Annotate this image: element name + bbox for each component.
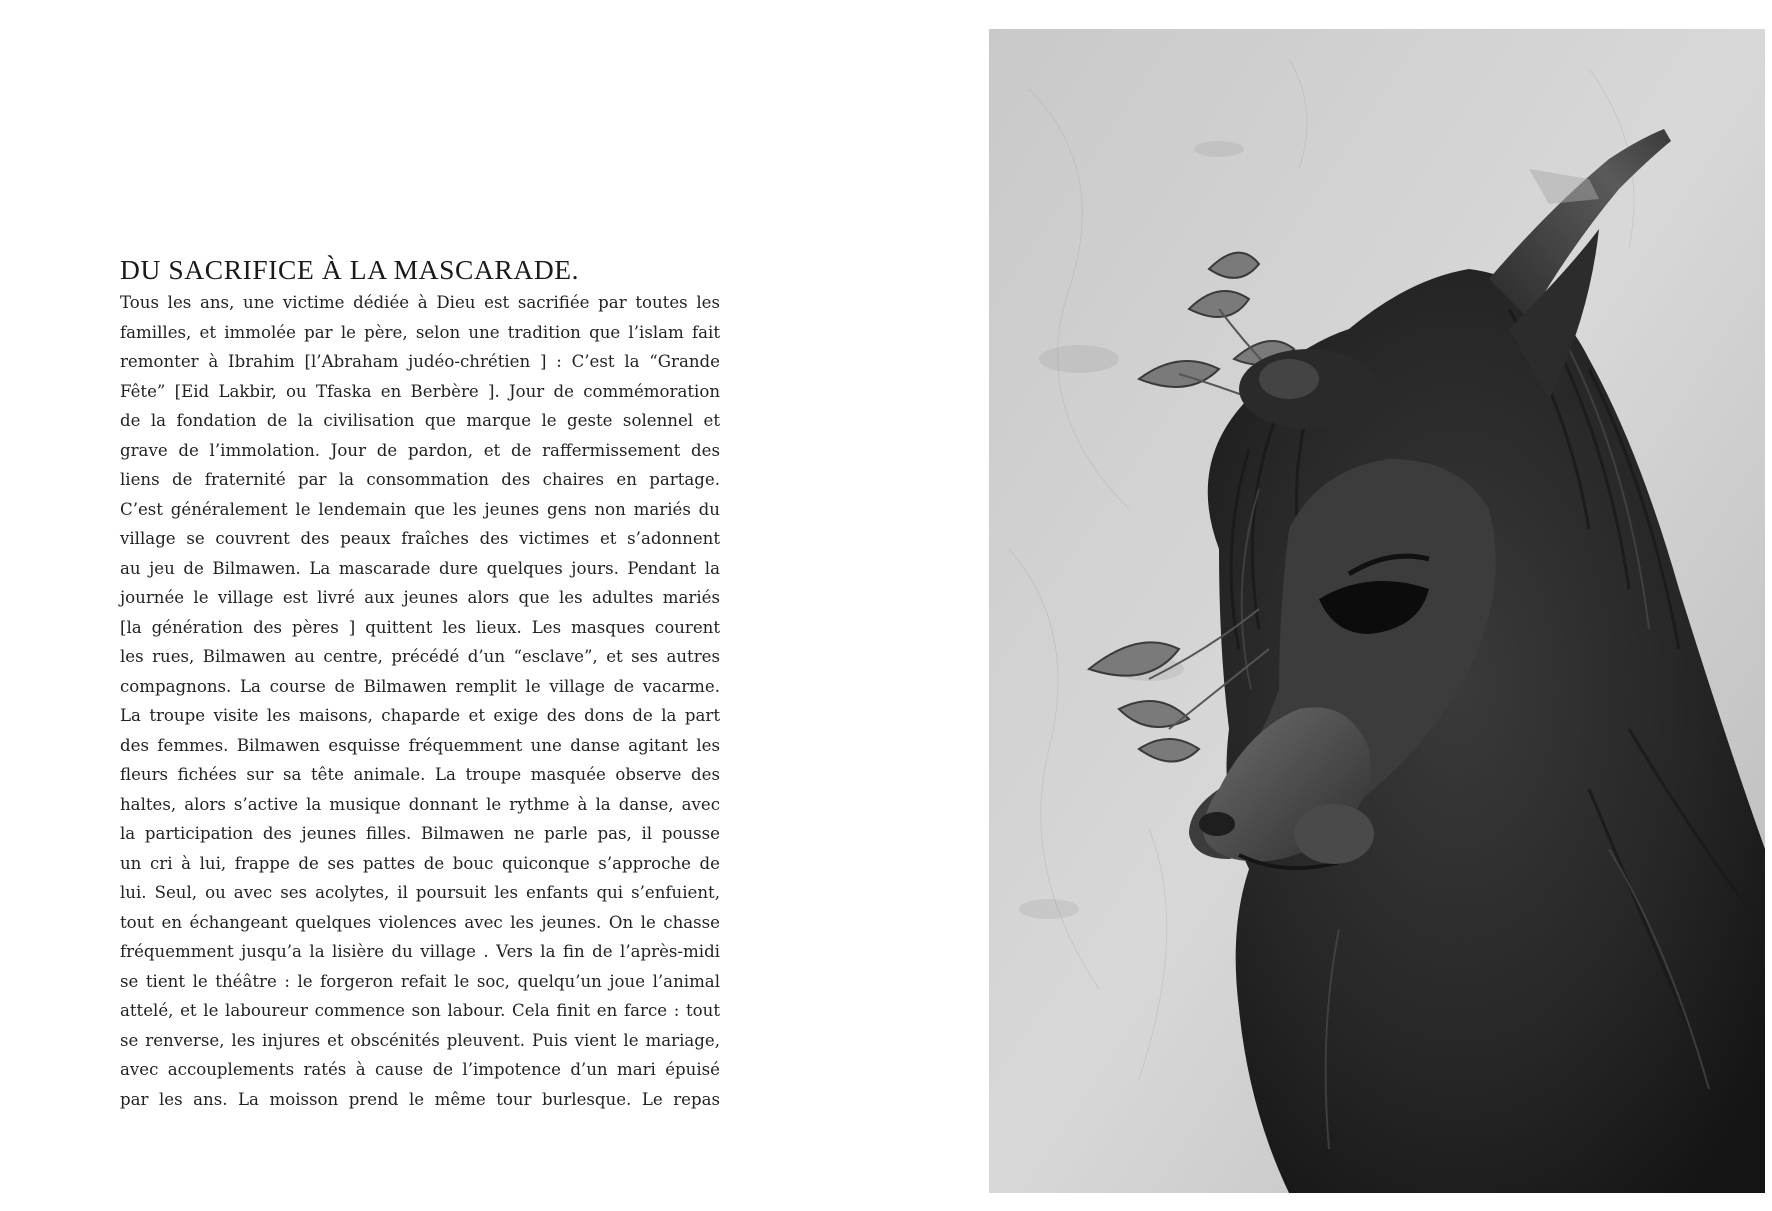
article-line: attelé, et le laboureur commence son labour. Cela finit en farce : tout: [120, 1001, 720, 1020]
article-line: remonter à Ibrahim [l’Abraham judéo-chrétien ] : C’est la “Grande: [120, 352, 720, 371]
article-column: [120, 252, 720, 1114]
article-line: Tous les ans, une victime dédiée à Dieu est sacrifiée par toutes les: [120, 293, 720, 312]
article-line: journée le village est livré aux jeunes alors que les adultes mariés: [120, 588, 720, 607]
mask-illustration: [989, 29, 1765, 1193]
article-line: grave de l’immolation. Jour de pardon, et de raffermissement des: [120, 440, 720, 460]
left-page: [0, 0, 880, 1211]
bilmawen-photo: [989, 29, 1765, 1193]
article-line: compagnons. La course de Bilmawen remplit le village de vacarme.: [120, 676, 720, 696]
article-line: de la fondation de la civilisation que marque le geste solennel et: [120, 411, 720, 430]
article-line: C’est généralement le lendemain que les jeunes gens non mariés du: [120, 499, 720, 519]
article-line: un cri à lui, frappe de ses pattes de bouc quiconque s’approche de: [120, 853, 720, 873]
article-line: la participation des jeunes filles. Bilmawen ne parle pas, il pousse: [120, 824, 720, 843]
article-title: DU SACRIFICE À LA MASCARADE.: [120, 254, 580, 285]
article-line: village se couvrent des peaux fraîches des victimes et s’adonnent: [120, 529, 720, 548]
article-line: haltes, alors s’active la musique donnant le rythme à la danse, avec: [120, 794, 720, 814]
article-line: La troupe visite les maisons, chaparde et exige des dons de la part: [120, 706, 720, 725]
article-line: les rues, Bilmawen au centre, précédé d’un “esclave”, et ses autres: [120, 647, 720, 666]
article-line: tout en échangeant quelques violences avec les jeunes. On le chasse: [120, 912, 720, 932]
article-line: fréquemment jusqu’a la lisière du village . Vers la fin de l’après-midi: [120, 942, 720, 961]
article-body: [120, 288, 720, 1114]
article-line: familles, et immolée par le père, selon une tradition que l’islam fait: [120, 322, 720, 342]
article-line: Fête” [Eid Lakbir, ou Tfaska en Berbère ]. Jour de commémoration: [120, 381, 720, 401]
article-line: des femmes. Bilmawen esquisse fréquemment une danse agitant les: [120, 735, 720, 755]
article-line: au jeu de Bilmawen. La mascarade dure quelques jours. Pendant la: [120, 558, 720, 578]
article-line: se tient le théâtre : le forgeron refait le soc, quelqu’un joue l’animal: [120, 971, 720, 991]
article-line: liens de fraternité par la consommation des chaires en partage.: [120, 470, 720, 489]
article-line: lui. Seul, ou avec ses acolytes, il poursuit les enfants qui s’enfuient,: [120, 883, 720, 902]
article-line: se renverse, les injures et obscénités pleuvent. Puis vient le mariage,: [120, 1030, 720, 1050]
article-line: fleurs fichées sur sa tête animale. La troupe masquée observe des: [120, 765, 720, 784]
article-line: par les ans. La moisson prend le même tour burlesque. Le repas: [120, 1089, 720, 1109]
article-line: avec accouplements ratés à cause de l’impotence d’un mari épuisé: [120, 1060, 720, 1079]
article-line: [la génération des pères ] quittent les lieux. Les masques courent: [120, 617, 720, 637]
